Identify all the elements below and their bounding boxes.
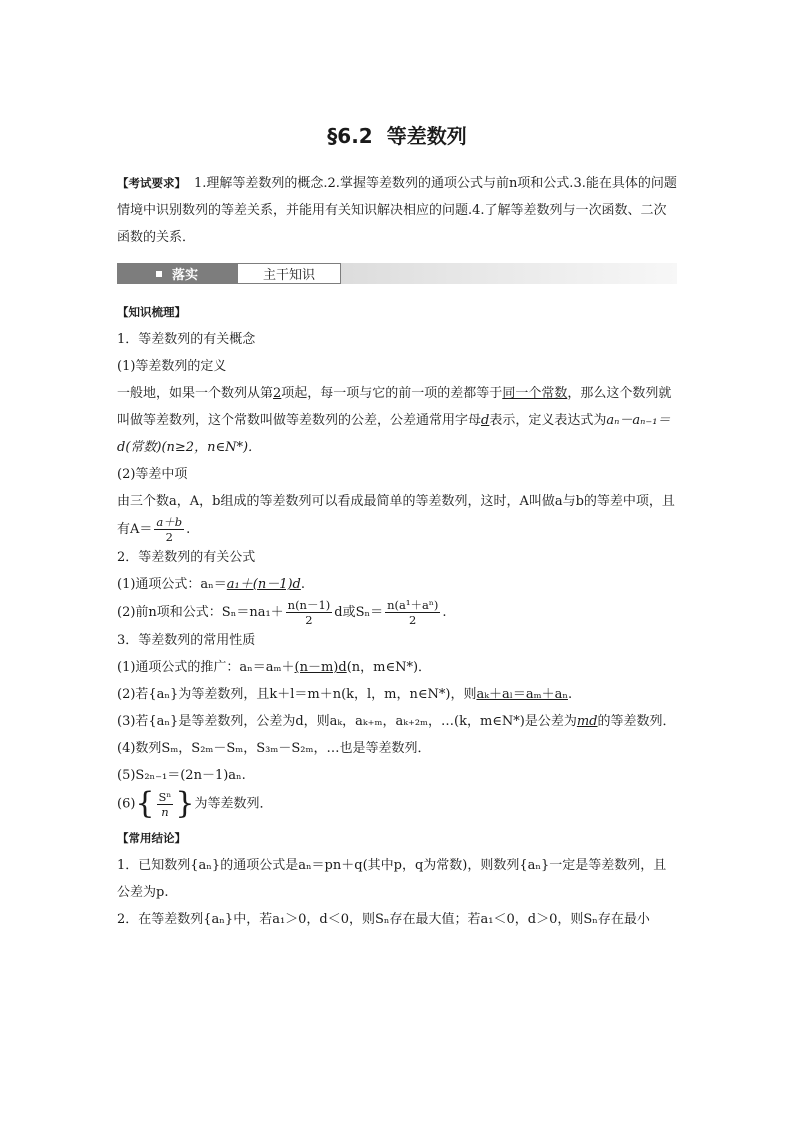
- p3-text-b: 的等差数列．: [597, 714, 676, 729]
- property-2: (2)若{aₙ}为等差数列，且k＋l＝m＋n(k，l，m，n∈N*)，则aₖ＋aₗ＝aₘ＋aₙ.: [117, 687, 573, 702]
- middle-term-paragraph: 由三个数a，A，b组成的等差数列可以看成最简单的等差数列，这时，A叫做a与b的等差中项，且有A＝ $\frac{a+b}{2}$ .: [117, 494, 675, 544]
- frac-den: 2: [165, 530, 173, 544]
- p2-text-a: (2)若{aₙ}为等差数列，且k＋l＝m＋n(k，l，m，n∈N*)，则: [117, 687, 477, 702]
- def-formula: aₙ－aₙ₋₁＝d(常数)(n≥2，n∈N*)．: [117, 413, 671, 455]
- mid-text: 由三个数a，A，b组成的等差数列可以看成最简单的等差数列，这时，A叫做a与b的等差中项，且有A＝: [117, 494, 675, 537]
- def-underline-constant: 同一个常数: [502, 386, 568, 401]
- exam-requirements: [117, 170, 677, 251]
- def-text-c: ，那么这个数列就叫做等差数列，这个常数叫做等差数列的公差，公差通常用字母: [117, 386, 672, 428]
- frac-num: a＋b: [156, 515, 183, 529]
- property-6: [117, 786, 679, 821]
- p3-text-a: (3)若{aₙ}是等差数列，公差为d，则aₖ，aₖ₊ₘ，aₖ₊₂ₘ，…(k，m∈N*)是公差为: [117, 714, 577, 729]
- def-text-b: 项起，每一项与它的前一项的差都等于: [281, 386, 503, 401]
- s1-2-title: (2)等差中项: [117, 467, 188, 482]
- property-1: [117, 654, 679, 681]
- knowledge-header: 【知识梳理】: [117, 305, 186, 319]
- section-banner: [117, 263, 677, 284]
- s1-title: 1．等差数列的有关概念: [117, 332, 256, 347]
- banner-tab-zhugan: [237, 263, 341, 284]
- property-5: (5)S₂ₙ₋₁＝(2n－1)aₙ.: [117, 768, 246, 783]
- f2-mid: d或Sₙ＝: [334, 605, 384, 620]
- banner-tab-zhugan-label: 主干知识: [262, 268, 315, 283]
- p2-underline: aₖ＋aₗ＝aₘ＋aₙ: [476, 687, 568, 702]
- banner-tab-luoshi: [117, 263, 237, 284]
- s2-title: 2．等差数列的有关公式: [117, 550, 256, 565]
- section-number: §6.2: [327, 124, 373, 148]
- frac2-den: 2: [305, 613, 313, 627]
- page-title: [0, 120, 794, 149]
- p6-text-b: 为等差数列．: [194, 796, 273, 812]
- p6-label: (6): [117, 796, 136, 812]
- property-3: [117, 708, 679, 735]
- definition-paragraph: [117, 380, 679, 461]
- frac3-num: n(a¹＋aⁿ): [387, 598, 439, 612]
- frac3-den: 2: [409, 613, 417, 627]
- p1-text-b: (n，m∈N*)．: [346, 660, 432, 675]
- frac4-num: Sⁿ: [158, 789, 172, 804]
- s3-title: 3．等差数列的常用性质: [117, 633, 256, 648]
- formula-sum: (2)前n项和公式：Sₙ＝na₁＋ $\frac{n(n-1)}{2}$ d或Sₙ＝ $\frac{\text{n(a¹＋aⁿ)}}{2}$ .: [117, 598, 447, 627]
- conclusions-header: 【常用结论】: [117, 831, 186, 845]
- conclusion-1: 1．已知数列{aₙ}的通项公式是aₙ＝pn＋q(其中p，q为常数)，则数列{aₙ}一定是等差数列，且公差为p.: [117, 858, 667, 900]
- def-underline-d: d: [481, 413, 490, 428]
- fraction-n-n-1: [286, 598, 333, 627]
- frac4-den: n: [161, 804, 169, 819]
- def-underline-2: 2: [273, 386, 282, 401]
- def-text-a: 一般地，如果一个数列从第: [117, 386, 274, 401]
- requirements-text: 1.理解等差数列的概念.2.掌握等差数列的通项公式与前n项和公式.3.能在具体的问题情境中识别数列的等差关系，并能用有关知识解决相应的问题.4.了解等差数列与一次函数、二次函数的关系．: [117, 176, 677, 245]
- square-bullet-icon: [156, 271, 162, 277]
- def-text-d: 表示，定义表达式为: [489, 413, 607, 428]
- property-4: (4)数列Sₘ，S₂ₘ－Sₘ，S₃ₘ－S₂ₘ，…也是等差数列．: [117, 741, 431, 756]
- p3-underline: md: [576, 714, 598, 729]
- main-content: [117, 299, 679, 933]
- f2-label: (2)前n项和公式：Sₙ＝na₁＋: [117, 605, 284, 620]
- fraction-sn-over-n: [157, 790, 174, 819]
- s1-1-title: (1)等差数列的定义: [117, 359, 227, 374]
- conclusion-2: 2．在等差数列{aₙ}中，若a₁＞0，d＜0，则Sₙ存在最大值；若a₁＜0，d＞0，则Sₙ存在最小: [117, 912, 650, 927]
- requirements-label: 【考试要求】: [117, 176, 186, 190]
- banner-tab-luoshi-label: 落实: [171, 268, 198, 283]
- fraction-a-plus-b: [154, 515, 184, 544]
- formula-general-term: (1)通项公式：aₙ＝a₁＋(n－1)d.: [117, 577, 306, 592]
- frac2-num: n(n－1): [287, 598, 331, 612]
- fraction-sum-alt: [385, 598, 440, 627]
- p1-underline: (n－m)d: [294, 660, 347, 675]
- section-name: 等差数列: [386, 124, 467, 148]
- right-brace-icon: }: [175, 786, 195, 821]
- f1-underline: a₁＋(n－1)d: [226, 577, 301, 592]
- f1-label: (1)通项公式：aₙ＝: [117, 577, 227, 592]
- p1-text-a: (1)通项公式的推广：aₙ＝aₘ＋: [117, 660, 295, 675]
- left-brace-icon: {: [135, 786, 155, 821]
